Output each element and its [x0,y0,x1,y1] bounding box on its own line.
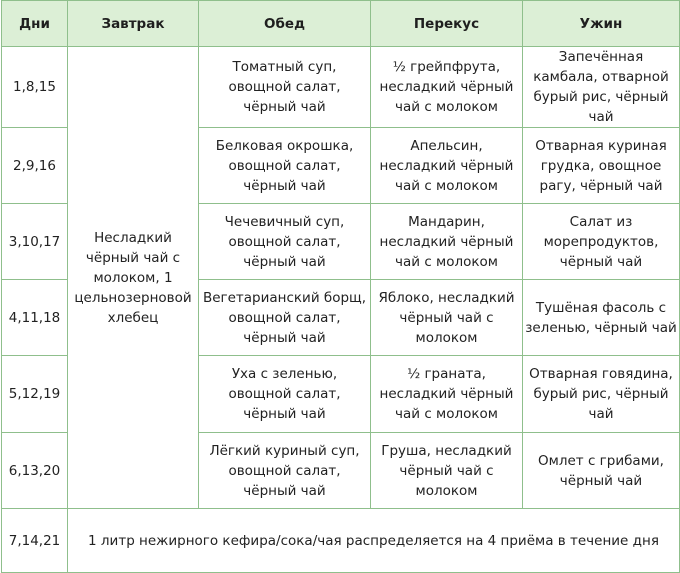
days-cell: 5,12,19 [2,356,68,433]
header-breakfast: Завтрак [68,1,199,47]
snack-cell: ½ грейпфрута, несладкий чёрный чай с молоком [371,47,523,128]
days-cell: 3,10,17 [2,204,68,280]
snack-cell: Апельсин, несладкий чёрный чай с молоком [371,128,523,204]
lunch-cell: Томатный суп, овощной салат, чёрный чай [199,47,371,128]
dinner-cell: Отварная говядина, бурый рис, чёрный чай [523,356,680,433]
diet-menu-table [1,0,680,573]
lunch-cell: Лёгкий куриный суп, овощной салат, чёрный чай [199,433,371,509]
lunch-cell: Вегетарианский борщ, овощной салат, чёрный чай [199,280,371,356]
header-snack: Перекус [371,1,523,47]
dinner-cell: Запечённая камбала, отварной бурый рис, чёрный чай [523,47,680,128]
dinner-cell: Салат из морепродуктов, чёрный чай [523,204,680,280]
snack-cell: Мандарин, несладкий чёрный чай с молоком [371,204,523,280]
table-header-row [2,1,680,47]
header-lunch: Обед [199,1,371,47]
days-cell: 2,9,16 [2,128,68,204]
dinner-cell: Отварная куриная грудка, овощное рагу, чёрный чай [523,128,680,204]
days-cell: 7,14,21 [2,509,68,573]
table-row [2,509,680,573]
dinner-cell: Тушёная фасоль с зеленью, чёрный чай [523,280,680,356]
breakfast-cell: Несладкий чёрный чай с молоком, 1 цельнозерновой хлебец [68,47,199,509]
days-cell: 1,8,15 [2,47,68,128]
table-row [2,47,680,128]
days-cell: 6,13,20 [2,433,68,509]
snack-cell: Яблоко, несладкий чёрный чай с молоком [371,280,523,356]
dinner-cell: Омлет с грибами, чёрный чай [523,433,680,509]
header-dinner: Ужин [523,1,680,47]
days-cell: 4,11,18 [2,280,68,356]
lunch-cell: Чечевичный суп, овощной салат, чёрный чай [199,204,371,280]
snack-cell: ½ граната, несладкий чёрный чай с молоком [371,356,523,433]
lunch-cell: Уха с зеленью, овощной салат, чёрный чай [199,356,371,433]
kefir-day-note: 1 литр нежирного кефира/сока/чая распределяется на 4 приёма в течение дня [68,509,680,573]
lunch-cell: Белковая окрошка, овощной салат, чёрный чай [199,128,371,204]
header-days: Дни [2,1,68,47]
snack-cell: Груша, несладкий чёрный чай с молоком [371,433,523,509]
